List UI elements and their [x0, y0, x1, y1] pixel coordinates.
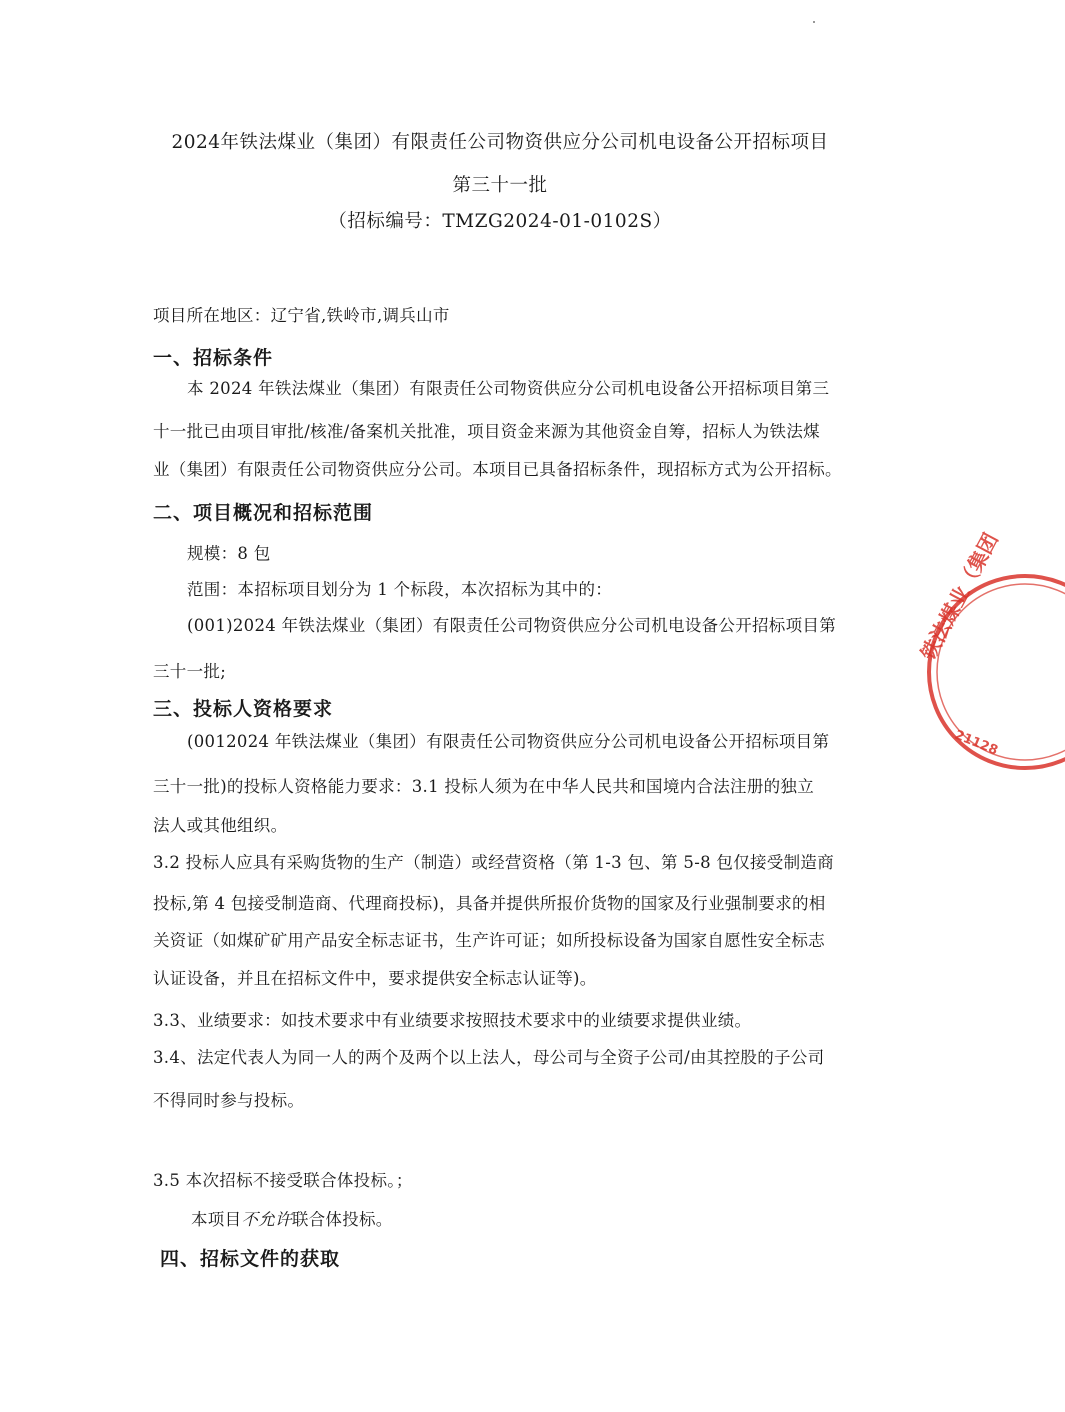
- section-3-line: 法人或其他组织。: [153, 816, 288, 835]
- section-2-lot-cont: 三十一批;: [153, 662, 227, 681]
- project-location: 项目所在地区：辽宁省,铁岭市,调兵山市: [153, 306, 450, 325]
- section-3-line: 3.2 投标人应具有采购货物的生产（制造）或经营资格（第 1-3 包、第 5-8 包仅接受制造商: [153, 853, 835, 872]
- section-4-heading: 四、招标文件的获取: [160, 1248, 341, 1270]
- seal-code: 21128: [952, 727, 1000, 759]
- consortium-suffix: 联合体投标。: [291, 1210, 393, 1229]
- section-2-lot: (001)2024 年铁法煤业（集团）有限责任公司物资供应分公司机电设备公开招标项目第: [187, 616, 837, 635]
- consortium-value: 不允许: [241, 1210, 292, 1229]
- section-2-scope: 范围：本招标项目划分为 1 个标段，本次招标为其中的：: [187, 580, 613, 599]
- consortium-prefix: 本项目: [191, 1210, 242, 1229]
- section-3-consortium: 3.5 本次招标不接受联合体投标。；: [153, 1171, 413, 1190]
- section-3-legal-rep-cont: 不得同时参与投标。: [153, 1091, 305, 1110]
- section-3-line: 认证设备，并且在招标文件中，要求提供安全标志认证等)。: [153, 969, 597, 988]
- document-title-batch: 第三十一批: [452, 175, 548, 196]
- company-seal: [915, 528, 1065, 772]
- section-3-line: 投标,第 4 包接受制造商、代理商投标)，具备并提供所报价货物的国家及行业强制要求的相: [153, 894, 826, 913]
- section-3-heading: 三、投标人资格要求: [153, 698, 334, 720]
- section-3-legal-rep: 3.4、法定代表人为同一人的两个及两个以上法人，母公司与全资子公司/由其控股的子公司: [153, 1048, 825, 1067]
- section-3-line: 三十一批)的投标人资格能力要求：3.1 投标人须为在中华人民共和国境内合法注册的独立: [153, 777, 815, 796]
- consortium-statement: [191, 1206, 393, 1230]
- tender-number: （招标编号：TMZG2024-01-0102S）: [328, 211, 672, 232]
- scan-speck: [813, 21, 815, 23]
- seal-text: 铁法煤业（集团: [915, 528, 1003, 664]
- section-3-line: 关资证（如煤矿矿用产品安全标志证书，生产许可证；如所投标设备为国家自愿性安全标志: [153, 931, 825, 950]
- document-title: 2024年铁法煤业（集团）有限责任公司物资供应分公司机电设备公开招标项目: [171, 132, 829, 153]
- section-1-line: 十一批已由项目审批/核准/备案机关批准，项目资金来源为其他资金自筹，招标人为铁法煤: [153, 422, 820, 441]
- section-2-scale: 规模：8 包: [187, 544, 271, 563]
- section-1-line: 业（集团）有限责任公司物资供应分公司。本项目已具备招标条件，现招标方式为公开招标。: [153, 460, 842, 479]
- section-2-heading: 二、项目概况和招标范围: [153, 502, 374, 524]
- section-3-line: (0012024 年铁法煤业（集团）有限责任公司物资供应分公司机电设备公开招标项目第: [187, 732, 830, 751]
- section-1-line: 本 2024 年铁法煤业（集团）有限责任公司物资供应分公司机电设备公开招标项目第三: [187, 379, 830, 398]
- section-3-performance: 3.3、业绩要求：如技术要求中有业绩要求按照技术要求中的业绩要求提供业绩。: [153, 1011, 752, 1030]
- section-1-heading: 一、招标条件: [153, 347, 274, 369]
